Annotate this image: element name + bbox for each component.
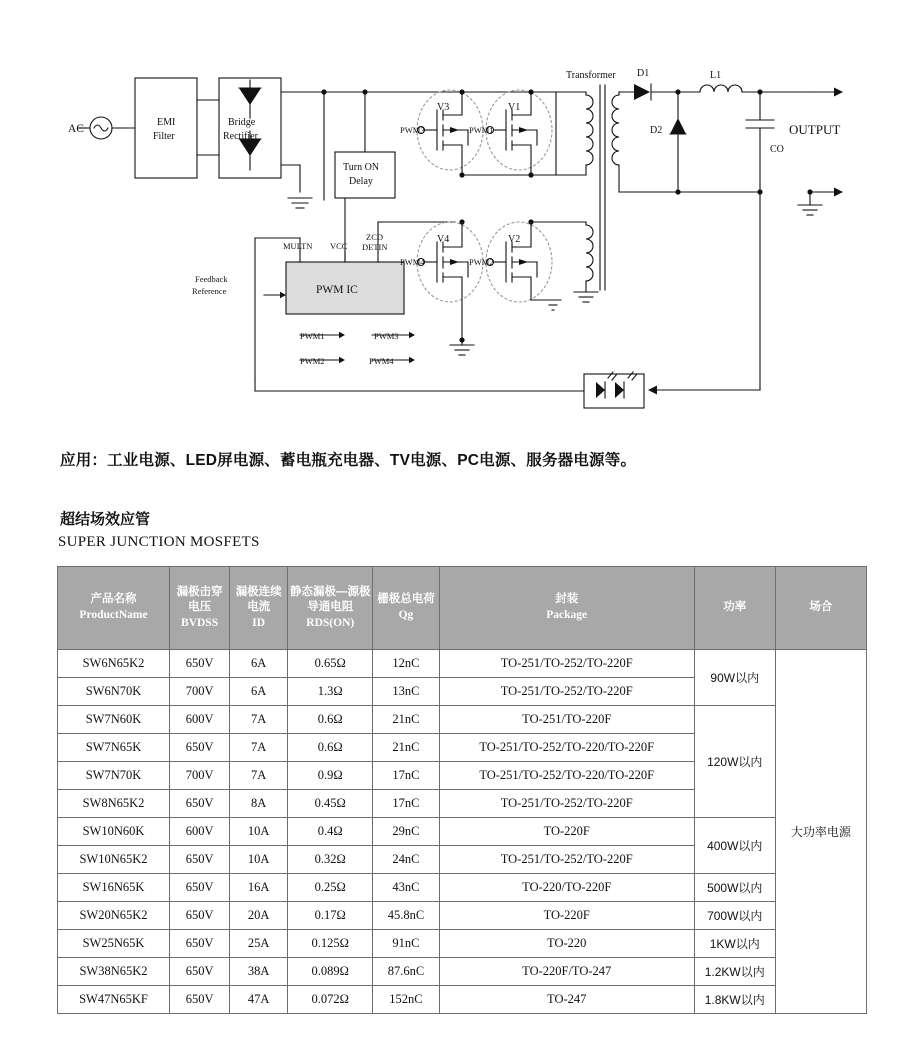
cell-package: TO-251/TO-252/TO-220F	[439, 790, 694, 818]
cell-rdson: 0.6Ω	[288, 706, 373, 734]
header-qg	[373, 567, 439, 650]
label-pwm1-pin: PWM1	[300, 331, 325, 341]
header-id-cn: 漏极连续电流	[235, 585, 282, 614]
label-pwm2-gate: PWM2	[469, 257, 494, 267]
label-v4: V4	[437, 234, 450, 245]
optocoupler-block	[584, 374, 644, 408]
cell-product-name: SW10N65K2	[58, 846, 170, 874]
table-row	[58, 706, 867, 734]
label-pwm2-pin: PWM2	[300, 356, 325, 366]
table-row	[58, 874, 867, 902]
label-co: CO	[770, 144, 784, 155]
cell-id: 25A	[230, 930, 288, 958]
cell-qg: 87.6nC	[373, 958, 439, 986]
cell-qg: 12nC	[373, 650, 439, 678]
label-detin: DETIN	[362, 242, 388, 252]
cell-qg: 24nC	[373, 846, 439, 874]
table-row	[58, 986, 867, 1014]
cell-qg: 13nC	[373, 678, 439, 706]
label-multn: MULTN	[283, 241, 313, 251]
cell-qg: 29nC	[373, 818, 439, 846]
label-emi-filter-line2: Filter	[153, 131, 175, 142]
cell-rdson: 0.45Ω	[288, 790, 373, 818]
section-title-cn: 超结场效应管	[60, 511, 151, 528]
cell-product-name: SW8N65K2	[58, 790, 170, 818]
cell-package: TO-251/TO-252/TO-220F	[439, 678, 694, 706]
cell-product-name: SW47N65KF	[58, 986, 170, 1014]
cell-product-name: SW10N60K	[58, 818, 170, 846]
cell-qg: 17nC	[373, 762, 439, 790]
cell-power: 700W以内	[694, 902, 775, 930]
label-turn-on-line1: Turn ON	[343, 162, 380, 173]
header-rdson-en: RDS(ON)	[306, 616, 355, 629]
cell-id: 6A	[230, 678, 288, 706]
application-line: 应用：工业电源、LED屏电源、蓄电瓶充电器、TV电源、PC电源、服务器电源等。	[60, 452, 637, 469]
cell-package: TO-220F	[439, 818, 694, 846]
cell-id: 20A	[230, 902, 288, 930]
cell-power: 90W以内	[694, 650, 775, 706]
cell-bvdss: 600V	[170, 818, 230, 846]
cell-package: TO-251/TO-252/TO-220F	[439, 846, 694, 874]
cell-qg: 45.8nC	[373, 902, 439, 930]
cell-package: TO-220F/TO-247	[439, 958, 694, 986]
cell-power: 1.2KW以内	[694, 958, 775, 986]
cell-package: TO-251/TO-252/TO-220/TO-220F	[439, 734, 694, 762]
cell-qg: 91nC	[373, 930, 439, 958]
cell-bvdss: 650V	[170, 846, 230, 874]
cell-id: 10A	[230, 846, 288, 874]
cell-package: TO-220F	[439, 902, 694, 930]
cell-package: TO-251/TO-252/TO-220F	[439, 650, 694, 678]
label-d1: D1	[637, 68, 650, 79]
label-output: OUTPUT	[789, 122, 841, 137]
cell-id: 6A	[230, 650, 288, 678]
label-pwm-ic: PWM IC	[316, 284, 358, 296]
cell-bvdss: 650V	[170, 650, 230, 678]
table-row	[58, 902, 867, 930]
cell-package: TO-220	[439, 930, 694, 958]
cell-bvdss: 650V	[170, 986, 230, 1014]
cell-product-name: SW20N65K2	[58, 902, 170, 930]
label-v1: V1	[508, 102, 521, 113]
cell-bvdss: 700V	[170, 762, 230, 790]
label-pwm3-gate: PWM3	[400, 125, 425, 135]
cell-power: 400W以内	[694, 818, 775, 874]
cell-rdson: 0.65Ω	[288, 650, 373, 678]
header-power	[694, 567, 775, 650]
mosfet-table	[57, 566, 867, 1014]
mosfet-table-wrap	[57, 566, 867, 1014]
label-pwm4-gate: PWM4	[400, 257, 425, 267]
turn-on-delay-block	[335, 152, 395, 198]
emi-filter-block	[135, 78, 197, 178]
label-pwm4-pin: PWM4	[369, 356, 394, 366]
header-power-cn: 功率	[723, 601, 747, 614]
header-rdson-cn: 静态漏极—源极导通电阻	[290, 585, 371, 614]
header-bvdss	[170, 567, 230, 650]
cell-rdson: 0.125Ω	[288, 930, 373, 958]
header-qg-cn: 栅极总电荷	[377, 593, 435, 606]
cell-product-name: SW16N65K	[58, 874, 170, 902]
cell-power: 1.8KW以内	[694, 986, 775, 1014]
cell-bvdss: 650V	[170, 734, 230, 762]
table-row	[58, 650, 867, 678]
cell-id: 7A	[230, 706, 288, 734]
cell-rdson: 0.9Ω	[288, 762, 373, 790]
cell-product-name: SW38N65K2	[58, 958, 170, 986]
label-vcc: VCC	[330, 241, 348, 251]
cell-rdson: 1.3Ω	[288, 678, 373, 706]
cell-product-name: SW6N70K	[58, 678, 170, 706]
header-bvdss-cn: 漏极击穿电压	[176, 585, 223, 614]
cell-bvdss: 650V	[170, 874, 230, 902]
label-v2: V2	[508, 234, 521, 245]
cell-product-name: SW7N60K	[58, 706, 170, 734]
header-package-en: Package	[546, 609, 588, 621]
header-product-name-en: ProductName	[79, 609, 148, 621]
section-title-en: SUPER JUNCTION MOSFETS	[58, 534, 260, 550]
header-rdson	[288, 567, 373, 650]
power-supply-schematic	[0, 0, 924, 440]
cell-bvdss: 650V	[170, 902, 230, 930]
cell-id: 8A	[230, 790, 288, 818]
cell-power: 1KW以内	[694, 930, 775, 958]
cell-product-name: SW6N65K2	[58, 650, 170, 678]
label-d2: D2	[650, 125, 663, 136]
label-bridge-line2: Rectifier	[223, 131, 258, 142]
cell-package: TO-251/TO-220F	[439, 706, 694, 734]
cell-scene: 大功率电源	[775, 650, 866, 1014]
label-feedback-line2: Reference	[192, 286, 227, 296]
cell-id: 16A	[230, 874, 288, 902]
cell-id: 10A	[230, 818, 288, 846]
header-scene-cn: 场合	[809, 601, 833, 614]
cell-bvdss: 650V	[170, 958, 230, 986]
table-row	[58, 930, 867, 958]
cell-rdson: 0.17Ω	[288, 902, 373, 930]
cell-id: 7A	[230, 734, 288, 762]
label-feedback-line1: Feedback	[195, 274, 228, 284]
label-transformer: Transformer	[566, 70, 616, 81]
cell-rdson: 0.32Ω	[288, 846, 373, 874]
label-emi-filter-line1: EMI	[157, 117, 176, 128]
label-turn-on-line2: Delay	[349, 176, 373, 187]
cell-bvdss: 700V	[170, 678, 230, 706]
header-id-en: ID	[252, 616, 266, 629]
cell-product-name: SW7N65K	[58, 734, 170, 762]
header-qg-en: Qg	[398, 609, 414, 621]
mosfet-table-body	[58, 650, 867, 1014]
cell-rdson: 0.25Ω	[288, 874, 373, 902]
cell-id: 47A	[230, 986, 288, 1014]
cell-package: TO-247	[439, 986, 694, 1014]
label-pwm3-pin: PWM3	[374, 331, 399, 341]
cell-package: TO-220/TO-220F	[439, 874, 694, 902]
cell-bvdss: 650V	[170, 790, 230, 818]
cell-qg: 17nC	[373, 790, 439, 818]
cell-bvdss: 600V	[170, 706, 230, 734]
label-bridge-line1: Bridge	[228, 117, 256, 128]
header-product-name-cn: 产品名称	[90, 593, 137, 606]
label-l1: L1	[710, 70, 722, 81]
cell-rdson: 0.6Ω	[288, 734, 373, 762]
cell-qg: 21nC	[373, 734, 439, 762]
schematic-svg	[0, 0, 924, 440]
label-ac: AC	[68, 123, 84, 135]
header-package-cn: 封装	[555, 593, 579, 606]
cell-rdson: 0.072Ω	[288, 986, 373, 1014]
cell-rdson: 0.089Ω	[288, 958, 373, 986]
cell-qg: 43nC	[373, 874, 439, 902]
label-zcd: ZCD	[366, 232, 383, 242]
table-row	[58, 818, 867, 846]
cell-power: 120W以内	[694, 706, 775, 818]
header-scene	[775, 567, 866, 650]
header-package	[439, 567, 694, 650]
table-row	[58, 958, 867, 986]
header-id	[230, 567, 288, 650]
label-v3: V3	[437, 102, 450, 113]
cell-qg: 152nC	[373, 986, 439, 1014]
cell-id: 38A	[230, 958, 288, 986]
cell-product-name: SW25N65K	[58, 930, 170, 958]
cell-power: 500W以内	[694, 874, 775, 902]
cell-bvdss: 650V	[170, 930, 230, 958]
cell-rdson: 0.4Ω	[288, 818, 373, 846]
cell-id: 7A	[230, 762, 288, 790]
table-header-row	[58, 567, 867, 650]
header-bvdss-en: BVDSS	[181, 616, 219, 629]
label-pwm1-gate: PWM1	[469, 125, 494, 135]
cell-product-name: SW7N70K	[58, 762, 170, 790]
cell-qg: 21nC	[373, 706, 439, 734]
header-product-name	[58, 567, 170, 650]
cell-package: TO-251/TO-252/TO-220/TO-220F	[439, 762, 694, 790]
